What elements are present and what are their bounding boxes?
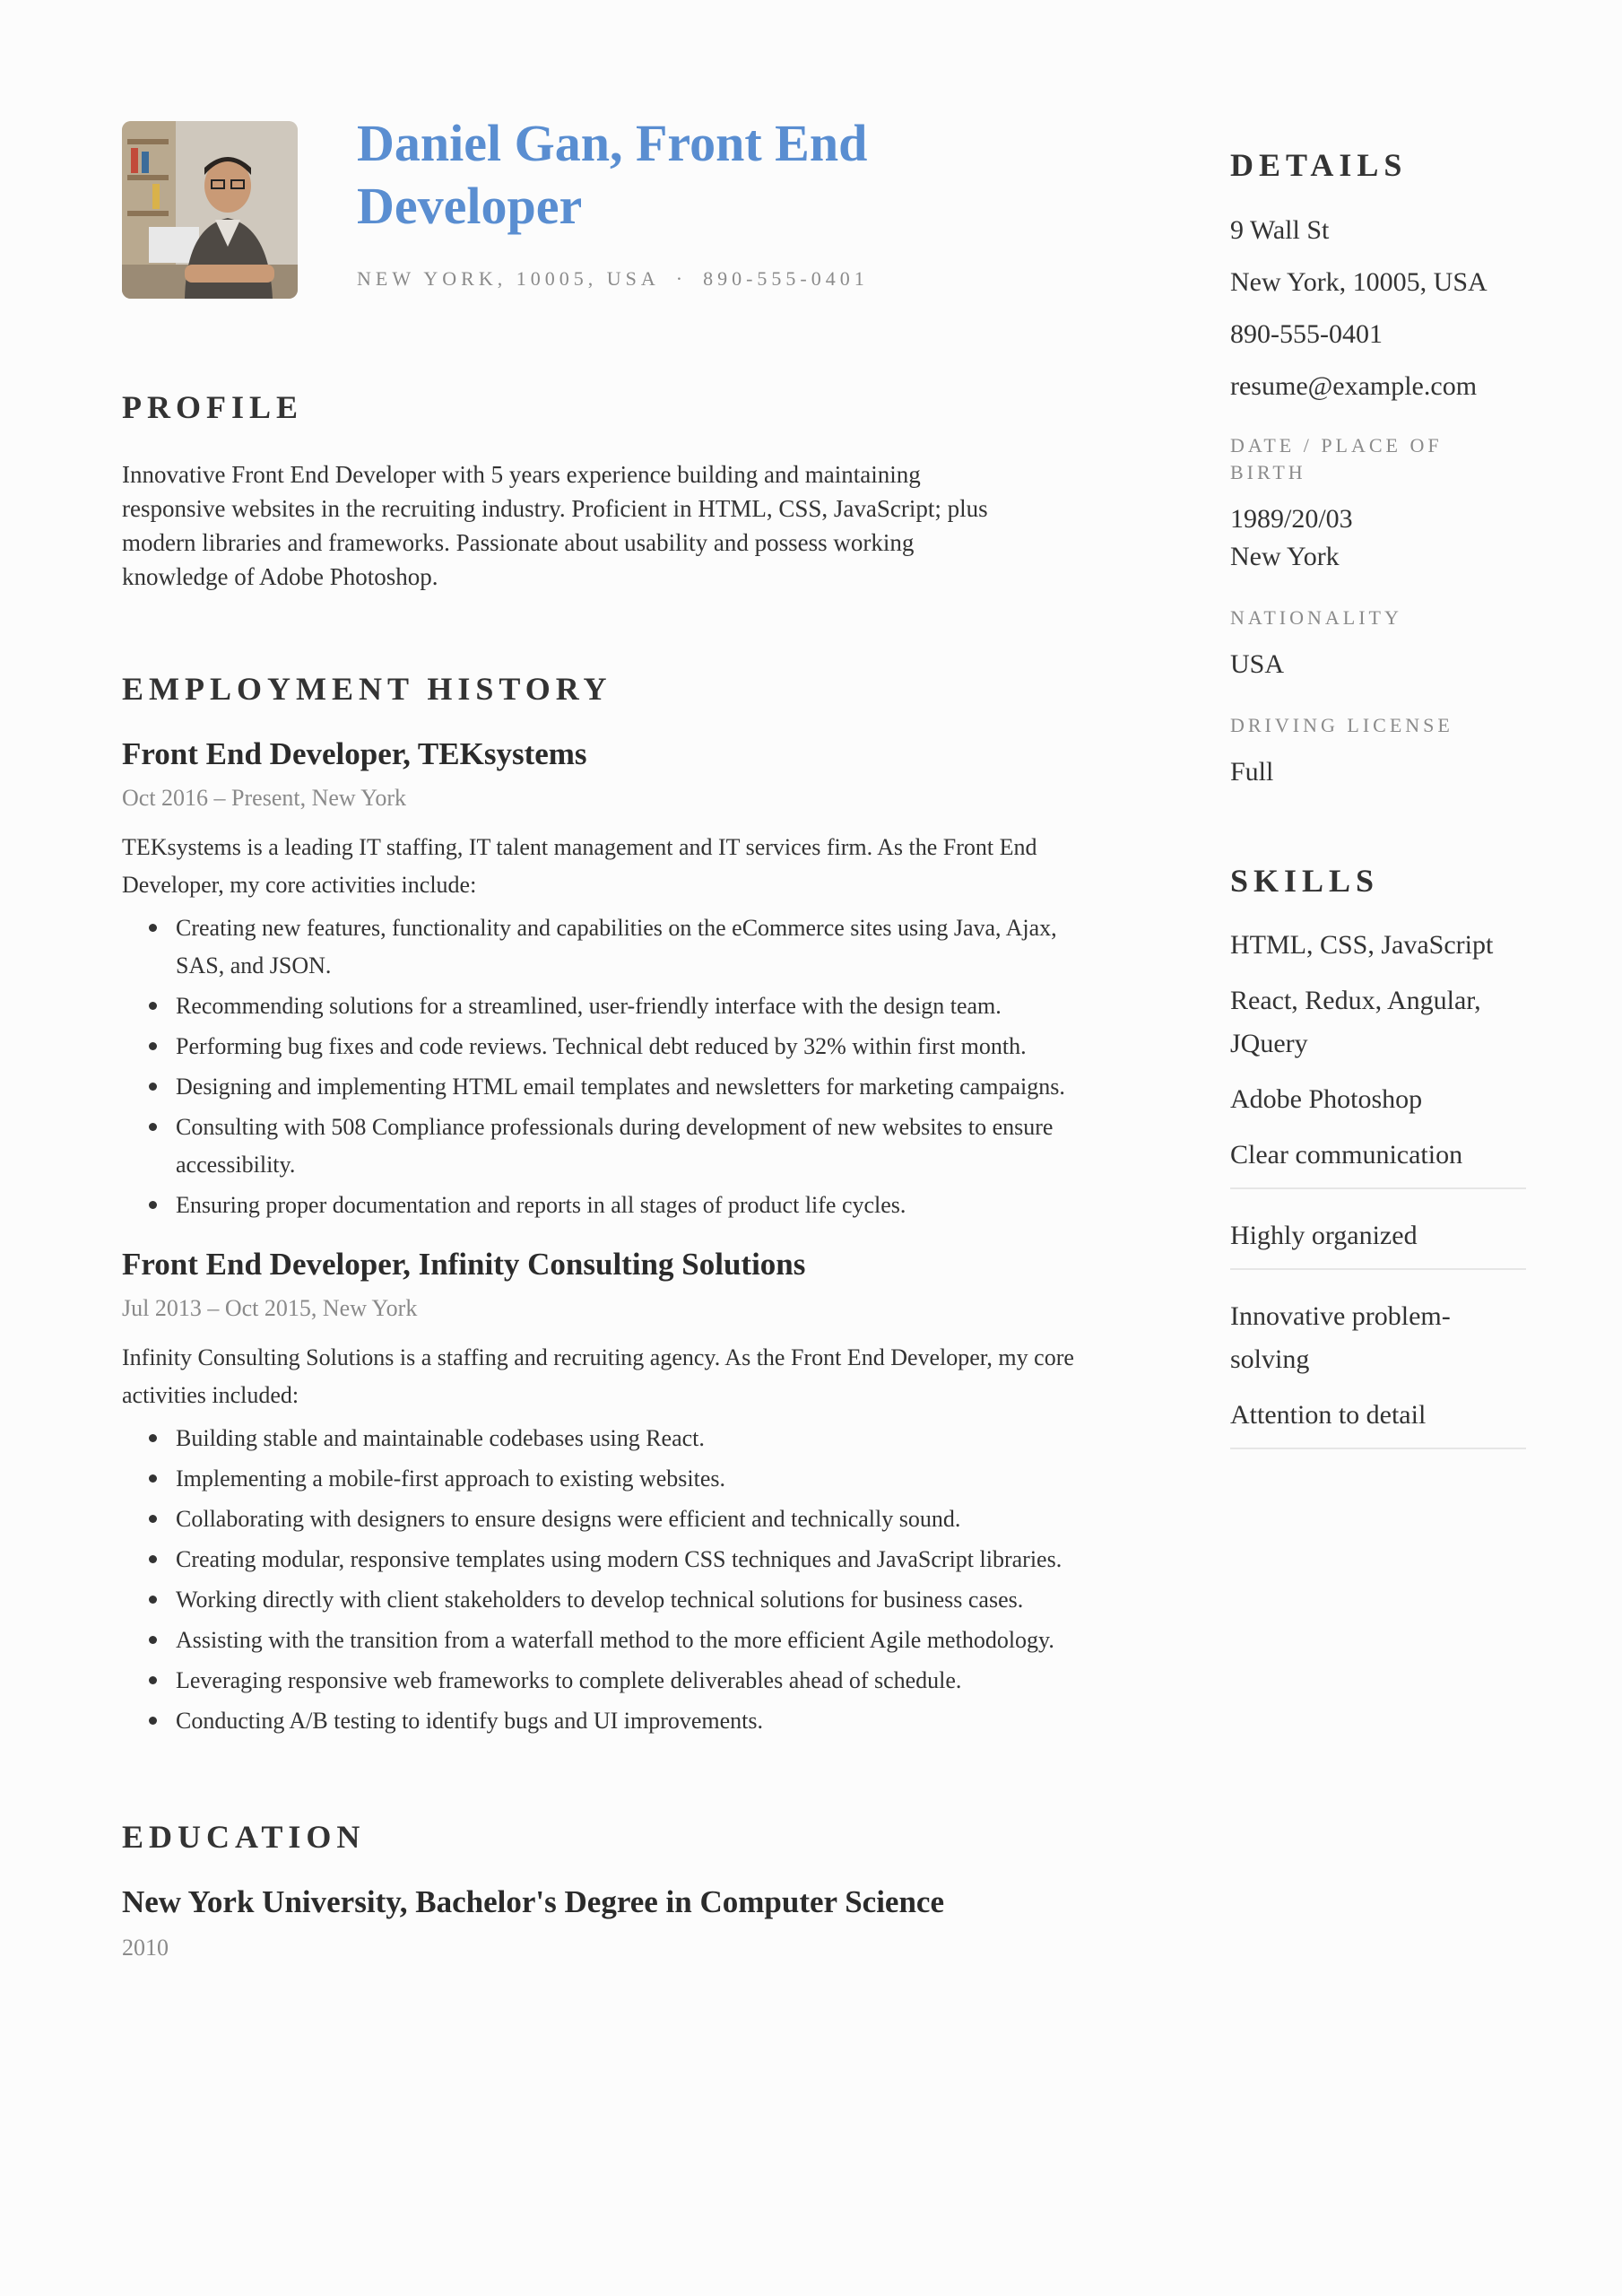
list-item: Collaborating with designers to ensure designs were efficient and technically sound. (122, 1500, 1090, 1538)
birth-date: 1989/20/03 (1230, 504, 1353, 534)
job-intro: Infinity Consulting Solutions is a staffing and recruiting agency. As the Front End Developer, my core activities included: (122, 1344, 1074, 1408)
details-heading: DETAILS (1230, 147, 1408, 183)
skill-item: Highly organized (1230, 1189, 1526, 1270)
resume-name: Daniel Gan, Front End Developer (357, 114, 868, 235)
job-entry (122, 734, 1090, 1224)
education-heading: EDUCATION (122, 1819, 366, 1855)
skill-item: Innovative problem-solving (1230, 1301, 1451, 1374)
job-meta: Oct 2016 – Present, New York (122, 785, 407, 811)
license-value: Full (1230, 757, 1274, 787)
header-contact (357, 267, 869, 291)
job-entry (122, 1244, 1090, 1740)
birth-label: DATE / PLACE OF BIRTH (1230, 434, 1443, 483)
employment-heading: EMPLOYMENT HISTORY (122, 671, 612, 707)
birth-place: New York (1230, 542, 1340, 571)
education-entry (122, 1882, 1090, 1964)
list-item: Designing and implementing HTML email templates and newsletters for marketing campaigns. (122, 1068, 1090, 1106)
list-item: Building stable and maintainable codebases using React. (122, 1420, 1090, 1457)
list-item: Leveraging responsive web frameworks to complete deliverables ahead of schedule. (122, 1662, 1090, 1700)
profile-photo (122, 121, 298, 299)
education-title: New York University, Bachelor's Degree in Computer Science (122, 1884, 944, 1919)
education-year: 2010 (122, 1935, 169, 1961)
job-title: Front End Developer, TEKsystems (122, 736, 587, 771)
list-item: Assisting with the transition from a waterfall method to the more efficient Agile methodology. (122, 1622, 1090, 1659)
details-address-line1: 9 Wall St (1230, 215, 1330, 245)
job-title: Front End Developer, Infinity Consulting Solutions (122, 1247, 806, 1282)
details-email: resume@example.com (1230, 371, 1478, 401)
skills-heading: SKILLS (1230, 863, 1380, 899)
job-bullets (122, 1420, 1090, 1740)
skill-item: Adobe Photoshop (1230, 1084, 1423, 1114)
job-bullets (122, 909, 1090, 1224)
list-item: Consulting with 508 Compliance professionals during development of new websites to ensure accessibility. (122, 1109, 1090, 1184)
skill-item: Clear communication (1230, 1134, 1526, 1189)
skill-item: Attention to detail (1230, 1394, 1526, 1449)
details-phone: 890-555-0401 (1230, 319, 1383, 349)
nationality-label: NATIONALITY (1230, 606, 1402, 629)
job-meta: Jul 2013 – Oct 2015, New York (122, 1295, 418, 1321)
skill-item: React, Redux, Angular, JQuery (1230, 986, 1481, 1058)
skills-list (1230, 924, 1526, 1449)
list-item: Ensuring proper documentation and reports in all stages of product life cycles. (122, 1187, 1090, 1224)
license-label: DRIVING LICENSE (1230, 714, 1453, 736)
nationality-value: USA (1230, 649, 1285, 679)
list-item: Conducting A/B testing to identify bugs and UI improvements. (122, 1702, 1090, 1740)
list-item: Implementing a mobile-first approach to existing websites. (122, 1460, 1090, 1498)
list-item: Creating new features, functionality and capabilities on the eCommerce sites using Java, Ajax, SAS, and JSON. (122, 909, 1090, 985)
sidebar (1230, 144, 1526, 1449)
list-item: Creating modular, responsive templates using modern CSS techniques and JavaScript libraries. (122, 1541, 1090, 1578)
job-intro: TEKsystems is a leading IT staffing, IT talent management and IT services firm. As the Front End Developer, my core activities include: (122, 834, 1037, 898)
details-address-line2: New York, 10005, USA (1230, 267, 1488, 297)
profile-text: Innovative Front End Developer with 5 years experience building and maintaining responsive websites in the recruiting industry. Proficient in HTML, CSS, JavaScript; plus modern libraries and frameworks. Passionate about usability and possess working knowledge of Adobe Photoshop. (122, 461, 988, 590)
header-separator: · (675, 267, 688, 290)
profile-heading: PROFILE (122, 389, 304, 425)
main-column (122, 386, 1090, 1964)
list-item: Performing bug fixes and code reviews. Technical debt reduced by 32% within first month. (122, 1028, 1090, 1065)
skill-item: HTML, CSS, JavaScript (1230, 930, 1494, 960)
list-item: Recommending solutions for a streamlined, user-friendly interface with the design team. (122, 987, 1090, 1025)
header-location: NEW YORK, 10005, USA (357, 267, 660, 290)
list-item: Working directly with client stakeholders to develop technical solutions for business cases. (122, 1581, 1090, 1619)
header-phone: 890-555-0401 (703, 267, 869, 290)
